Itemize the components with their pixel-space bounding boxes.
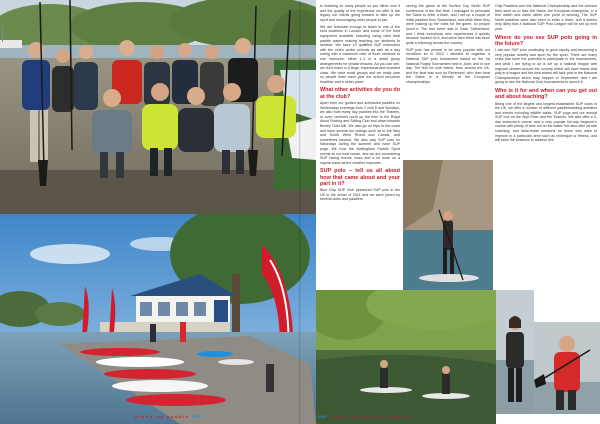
col2-paragraph-1: seeing the game at the Surfers Cup Berlin SUP conference in the first time. I managed to persuade the Swiss to enter a team, and I set up a couple of initial paddles from Switzerland, and while there they were making up the rules for the game, so people loved it. The first event was in Gala, Switzerland, and I think everybody who experienced it quickly became hooked on it, and since then there has been quite a following across the country. [406,4,490,45]
col1-paragraph-1: to teaching so many people so you either love it and the quality of the experience we offer is the legacy our clients going forward to take up the sport and encouraging other people to join. [320,4,400,22]
col3-paragraph-1: Chip Paddlers won the National Championship and the winners then went on to face the Swiss, the European champions, in a test match and came within one point of winning. The SUP North paddlers were also keen to enter a team, and it seems very likely that a National SUP Polo League will be set up next year. [495,4,597,31]
heading-who-is-it-for: Who is it for and when can you get out and about teaching? [495,87,597,101]
col3-paragraph-3: Being one of the largest and longest-established SUP clubs in the UK, we offer a number of different paddleboarding activities and events including wildlife walks, SUP yoga and our annual SUP tour on the Wye River and the Thames. We also offer a 3-day instructor's course and a very popular full-day beginner's course with plenty of time out on the water. We also offer private coaching, and tailor-made sessions for those who want to improve in a particular area such as technique or fitness, and will tailor the sessions to achieve this. [495,101,597,143]
paddlers-on-lake-photo [316,290,496,424]
paddler-cliff-photo [403,160,493,290]
article-column-3 [495,4,597,274]
paddlers-on-lake-image [316,290,496,424]
heading-other-activities: What other activities do you do at the club? [320,87,400,100]
group-photo-paddlers [0,0,316,214]
heading-sup-polo: SUP polo – tell us all about how that came about and your part in it? [320,168,400,187]
left-footer-brand: SUP [192,414,202,419]
col3-paragraph-2: I can see SUP polo continuing to grow rapidly and becoming a very popular activity and sport for the sport. There are many clubs that have the potential to participate in the tournaments, and what I am trying to do is set up a national league with regional centres around the country which will have teams that play in a league and the best teams will take part in the National Championships which may happen in September, and I am going to use the National Club tournaments to launch it. [495,48,597,85]
col2-paragraph-2: SUP polo has proved to be very popular with our members so in 2012 I decided to organise a National SUP polo tournament based on the 1st National Rugby Tournament held in June, and in one day. The first six club teams, from around the UK, and the final was won by Richmond, who then beat the Swiss in a friendly at the European championships. [406,47,490,84]
woman-paddler-photo [496,290,534,414]
man-red-jacket-photo [534,322,600,414]
right-footer-brand: SUP [318,414,328,419]
group-photo-image [0,0,316,214]
paddler-cliff-image [403,160,493,290]
col1-paragraph-4: Blue Chip SUP Club pioneered SUP polo in the UK in the winter of 2011 and we were joined by several clubs and paddlers [320,188,400,202]
col1-paragraph-3: Apart from our guided and scheduled paddles on Wednesday evenings from 2 until 5 and Sundays, we also host many day paddles into the Thames, or even ventured north up the river to the Royal Ascot Rowing and Sailing Club and down towards Bexley Tidal Mill. We also go on trips to the coast and have several fun outings such as to the Wey and South West Rivers and Canals, and sometimes beyond. We also play SUP polo on Saturdays during the summer and have SUP yoga. We host the Nottingham Paddle Sport events at our boat house, and we are considering SUP racing events, tours and a lot more on a regular basis as the weather improves. [320,101,400,165]
woman-paddler-image [496,290,534,414]
col1-paragraph-2: We are fortunate enough to teach in one of the best locations in London and some of the best equipment available including using calm tidal paddle waters making teaching our students to achieve. We have 10 qualified SUP instructors with the club's active schools as well as a day outing with a maximum ratio of three students to one instructor, either 1-1 or a small group arrangements for private lessons. As you can see, we don't teach in a large, impersonal and crowded class. We have small groups and we really care so people learn each year the school becomes healthier and a better place. [320,24,400,84]
right-footer-text: stand up paddle mag uk [329,414,411,419]
heading-sup-polo-future: Where do you see SUP polo going in the future? [495,34,597,47]
clubhouse-photo [0,214,316,424]
left-footer-text: stand up paddle [135,414,190,419]
man-red-jacket-image [534,322,600,414]
right-page-footer [318,414,411,419]
article-column-2 [406,4,490,154]
spread-gutter [299,0,301,424]
left-page-footer [135,414,202,419]
clubhouse-photo-image [0,214,316,424]
